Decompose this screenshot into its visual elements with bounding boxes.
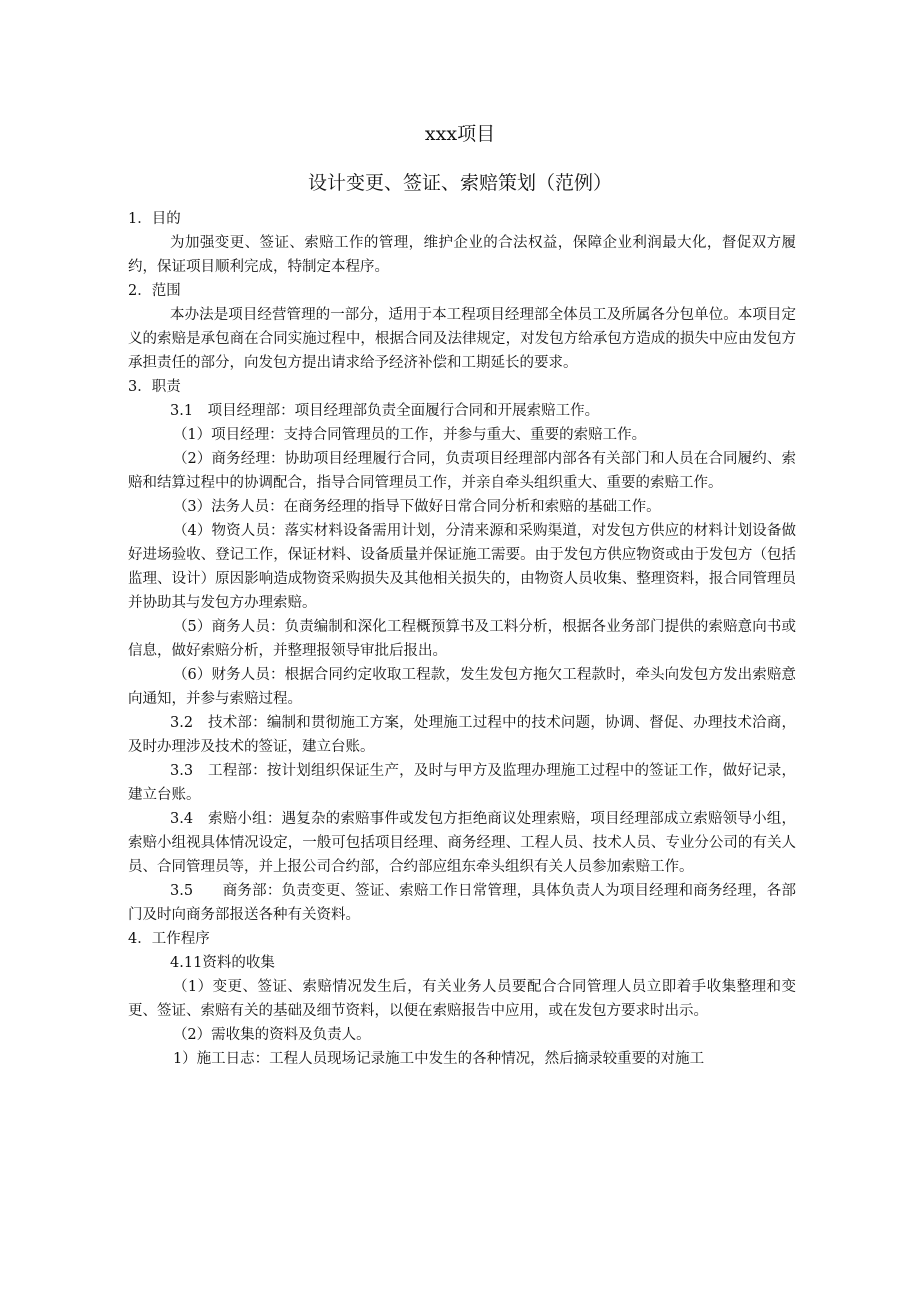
paragraph: 3.5 商务部：负责变更、签证、索赔工作日常管理，具体负责人为项目经理和商务经理，各部门及时向商务部报送各种有关资料。 [128,883,796,923]
paragraph: （2）商务经理：协助项目经理履行合同，负责项目经理部内部各有关部门和人员在合同履约、索赔和结算过程中的协调配合，指导合同管理员工作，并亲自牵头组织重大、重要的索赔工作。 [128,451,796,491]
paragraph: 本办法是项目经营管理的一部分，适用于本工程项目经理部全体员工及所属各分包单位。本项目定义的索赔是承包商在合同实施过程中，根据合同及法律规定，对发包方给承包方造成的损失中应由发包方承担责任的部分，向发包方提出请求给予经济补偿和工期延长的要求。 [128,307,796,371]
paragraph: （1）变更、签证、索赔情况发生后，有关业务人员要配合合同管理人员立即着手收集整理和变更、签证、索赔有关的基础及细节资料，以便在索赔报告中应用，或在发包方要求时出示。 [128,979,796,1019]
section-heading: 4．工作程序 [128,931,210,947]
section-heading: 3．职责 [128,379,181,395]
paragraph: （1）项目经理：支持合同管理员的工作，并参与重大、重要的索赔工作。 [172,427,647,443]
paragraph: 3.2 技术部：编制和贯彻施工方案，处理施工过程中的技术问题，协调、督促、办理技术洽商，及时办理涉及技术的签证，建立台账。 [128,715,796,755]
paragraph: 为加强变更、签证、索赔工作的管理，维护企业的合法权益，保障企业利润最大化，督促双方履约，保证项目顺利完成，特制定本程序。 [128,235,796,275]
paragraph: 3.1 项目经理部：项目经理部负责全面履行合同和开展索赔工作。 [170,403,600,419]
paragraph: 1）施工日志：工程人员现场记录施工中发生的各种情况，然后摘录较重要的对施工 [172,1051,705,1067]
document-body [128,207,796,1071]
document-subtitle: 设计变更、签证、索赔策划（范例） [307,172,612,194]
paragraph: 3.3 工程部：按计划组织保证生产，及时与甲方及监理办理施工过程中的签证工作，做好记录，建立台账。 [128,763,796,803]
document-title: xxx项目 [424,123,496,145]
section-heading: 1．目的 [128,211,181,227]
paragraph: （2）需收集的资料及负责人。 [172,1027,371,1043]
paragraph: 4.11资料的收集 [170,955,275,971]
section-heading: 2．范围 [128,283,181,299]
paragraph: （4）物资人员：落实材料设备需用计划，分清来源和采购渠道，对发包方供应的材料计划设备做好进场验收、登记工作，保证材料、设备质量并保证施工需要。由于发包方供应物资或由于发包方（包括监理、设计）原因影响造成物资采购损失及其他相关损失的，由物资人员收集、整理资料，报合同管理员并协助其与发包方办理索赔。 [128,523,796,611]
paragraph: （5）商务人员：负责编制和深化工程概预算书及工料分析，根据各业务部门提供的索赔意向书或信息，做好索赔分析，并整理报领导审批后报出。 [128,619,796,659]
paragraph: 3.4 索赔小组：遇复杂的索赔事件或发包方拒绝商议处理索赔，项目经理部成立索赔领导小组，索赔小组视具体情况设定，一般可包括项目经理、商务经理、工程人员、技术人员、专业分公司的有关人员、合同管理员等，并上报公司合约部，合约部应组东牵头组织有关人员参加索赔工作。 [128,811,796,875]
paragraph: （3）法务人员：在商务经理的指导下做好日常合同分析和索赔的基础工作。 [172,499,661,515]
paragraph: （6）财务人员：根据合同约定收取工程款，发生发包方拖欠工程款时，牵头向发包方发出索赔意向通知，并参与索赔过程。 [128,667,796,707]
